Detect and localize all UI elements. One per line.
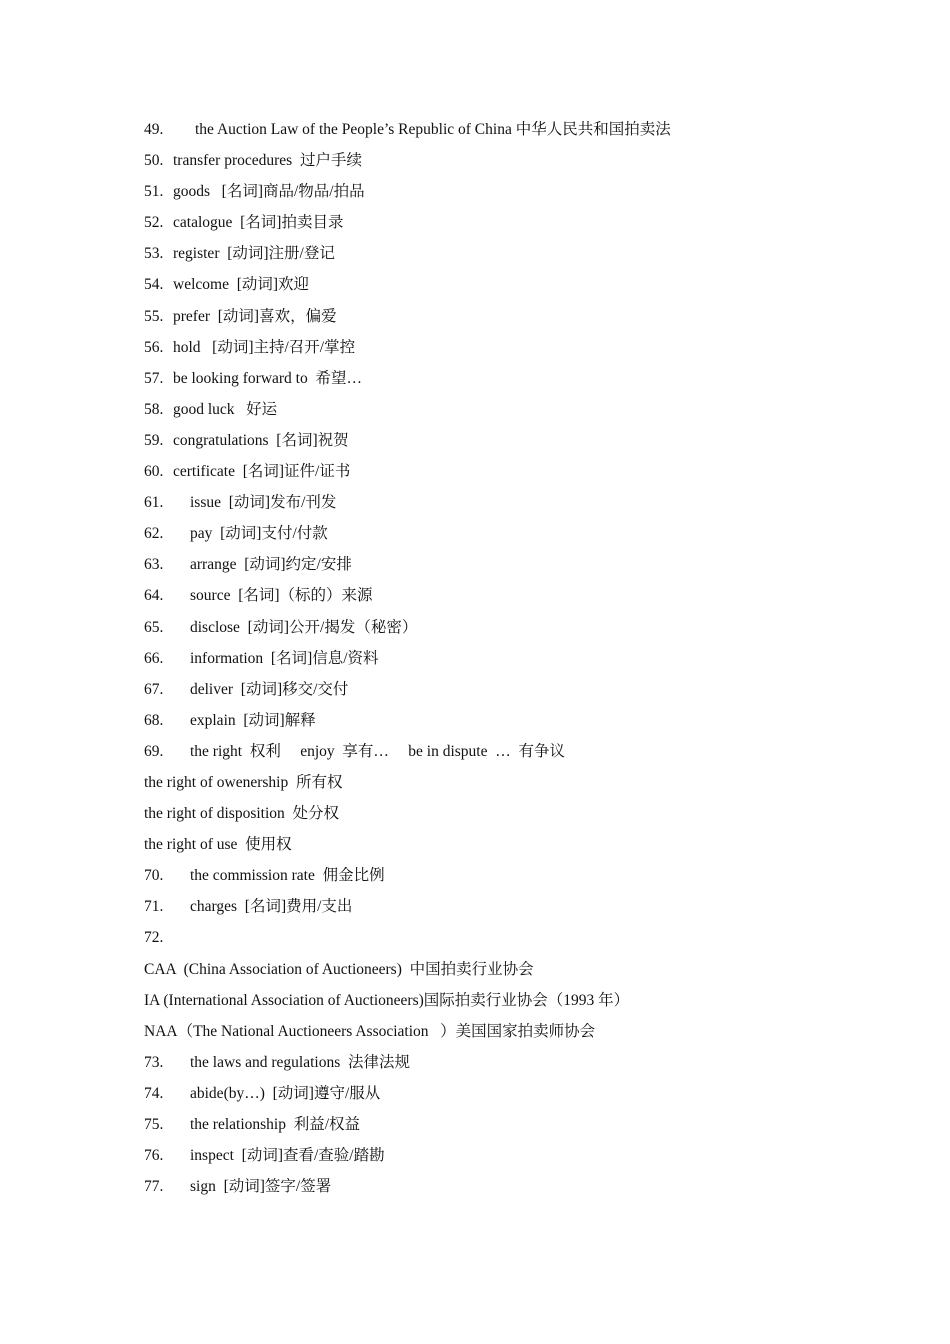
item-number: 56. bbox=[144, 338, 164, 356]
item-number: 53. bbox=[144, 245, 164, 263]
item-text: transfer procedures 过户手续 bbox=[173, 152, 362, 170]
item-number: 57. bbox=[144, 369, 164, 387]
item-number: 62. bbox=[144, 525, 164, 543]
list-item bbox=[144, 181, 844, 212]
item-text: the right of use 使用权 bbox=[144, 836, 292, 854]
list-item bbox=[144, 1145, 844, 1176]
list-item bbox=[144, 523, 844, 554]
item-text: the Auction Law of the People’s Republic of China 中华人民共和国拍卖法 bbox=[195, 121, 671, 138]
item-number: 73. bbox=[144, 1053, 164, 1071]
item-number: 49. bbox=[144, 121, 164, 138]
list-item bbox=[144, 306, 844, 337]
item-text: source [名词]（标的）来源 bbox=[190, 587, 373, 605]
item-text: arrange [动词]约定/安排 bbox=[190, 556, 352, 574]
list-item bbox=[144, 274, 844, 305]
list-item bbox=[144, 337, 844, 368]
list-item bbox=[144, 119, 844, 150]
item-text: hold [动词]主持/召开/掌控 bbox=[173, 338, 356, 356]
item-number: 50. bbox=[144, 152, 164, 170]
item-text: information [名词]信息/资料 bbox=[190, 649, 379, 667]
list-item bbox=[144, 927, 844, 958]
list-item bbox=[144, 399, 844, 430]
list-item bbox=[144, 741, 844, 772]
item-number: 69. bbox=[144, 742, 164, 760]
list-item bbox=[144, 865, 844, 896]
item-number: 68. bbox=[144, 711, 164, 729]
item-number: 70. bbox=[144, 867, 164, 885]
item-number: 61. bbox=[144, 494, 164, 512]
item-number: 76. bbox=[144, 1147, 164, 1165]
list-item bbox=[144, 617, 844, 648]
item-number: 55. bbox=[144, 307, 164, 325]
item-text: the commission rate 佣金比例 bbox=[190, 867, 385, 885]
list-item bbox=[144, 150, 844, 181]
item-text: disclose [动词]公开/揭发（秘密） bbox=[190, 618, 418, 636]
item-number: 71. bbox=[144, 898, 164, 916]
list-item bbox=[144, 772, 844, 803]
item-number: 58. bbox=[144, 400, 164, 418]
item-text: congratulations [名词]祝贺 bbox=[173, 431, 349, 449]
item-text: explain [动词]解释 bbox=[190, 711, 316, 729]
list-item bbox=[144, 1021, 844, 1052]
item-number: 72. bbox=[144, 929, 164, 947]
item-text: IA (International Association of Auctioneers)国际拍卖行业协会（1993 年） bbox=[144, 991, 630, 1009]
item-text: the right 权利 enjoy 享有… be in dispute … 有争议 bbox=[190, 742, 565, 760]
list-item bbox=[144, 1052, 844, 1083]
list-item bbox=[144, 1176, 844, 1207]
item-text: the relationship 利益/权益 bbox=[190, 1116, 361, 1133]
item-number: 67. bbox=[144, 680, 164, 698]
list-item bbox=[144, 554, 844, 585]
item-number: 59. bbox=[144, 431, 164, 449]
list-item bbox=[144, 710, 844, 741]
list-item bbox=[144, 243, 844, 274]
item-number: 51. bbox=[144, 183, 164, 201]
list-item bbox=[144, 679, 844, 710]
item-number: 63. bbox=[144, 556, 164, 574]
item-number: 74. bbox=[144, 1084, 164, 1102]
list-item bbox=[144, 461, 844, 492]
list-item bbox=[144, 990, 844, 1021]
item-text: pay [动词]支付/付款 bbox=[190, 525, 328, 543]
item-text: goods [名词]商品/物品/拍品 bbox=[173, 183, 365, 201]
item-text: issue [动词]发布/刊发 bbox=[190, 494, 337, 512]
list-item bbox=[144, 212, 844, 243]
item-text: prefer [动词]喜欢，偏爱 bbox=[173, 307, 337, 325]
item-number: 60. bbox=[144, 463, 164, 481]
item-text: welcome [动词]欢迎 bbox=[173, 276, 310, 294]
item-text: charges [名词]费用/支出 bbox=[190, 898, 353, 916]
item-text: certificate [名词]证件/证书 bbox=[173, 463, 351, 481]
list-item bbox=[144, 896, 844, 927]
list-item bbox=[144, 430, 844, 461]
item-number: 75. bbox=[144, 1116, 164, 1133]
item-number: 65. bbox=[144, 618, 164, 636]
item-text: CAA (China Association of Auctioneers) 中国拍卖行业协会 bbox=[144, 960, 534, 978]
list-item bbox=[144, 492, 844, 523]
item-number: 52. bbox=[144, 214, 164, 232]
item-text: the laws and regulations 法律法规 bbox=[190, 1053, 410, 1071]
item-text: inspect [动词]查看/查验/踏勘 bbox=[190, 1147, 385, 1165]
list-item bbox=[144, 803, 844, 834]
item-number: 54. bbox=[144, 276, 164, 294]
list-item bbox=[144, 648, 844, 679]
item-text: deliver [动词]移交/交付 bbox=[190, 680, 349, 698]
item-number: 66. bbox=[144, 649, 164, 667]
item-text: register [动词]注册/登记 bbox=[173, 245, 335, 263]
list-item bbox=[144, 368, 844, 399]
list-item bbox=[144, 959, 844, 990]
item-text: catalogue [名词]拍卖目录 bbox=[173, 214, 344, 232]
item-text: NAA（The National Auctioneers Association ）美国国家拍卖师协会 bbox=[144, 1022, 596, 1040]
item-number: 77. bbox=[144, 1178, 164, 1196]
list-item bbox=[144, 1083, 844, 1114]
item-text: abide(by…) [动词]遵守/服从 bbox=[190, 1084, 381, 1102]
list-item bbox=[144, 834, 844, 865]
item-text: the right of owenership 所有权 bbox=[144, 773, 343, 791]
vocabulary-list bbox=[144, 119, 844, 1207]
item-number: 64. bbox=[144, 587, 164, 605]
item-text: be looking forward to 希望… bbox=[173, 369, 362, 387]
item-text: sign [动词]签字/签署 bbox=[190, 1178, 332, 1196]
list-item bbox=[144, 1114, 844, 1145]
item-text: good luck 好运 bbox=[173, 400, 278, 418]
list-item bbox=[144, 585, 844, 616]
item-text: the right of disposition 处分权 bbox=[144, 805, 340, 823]
